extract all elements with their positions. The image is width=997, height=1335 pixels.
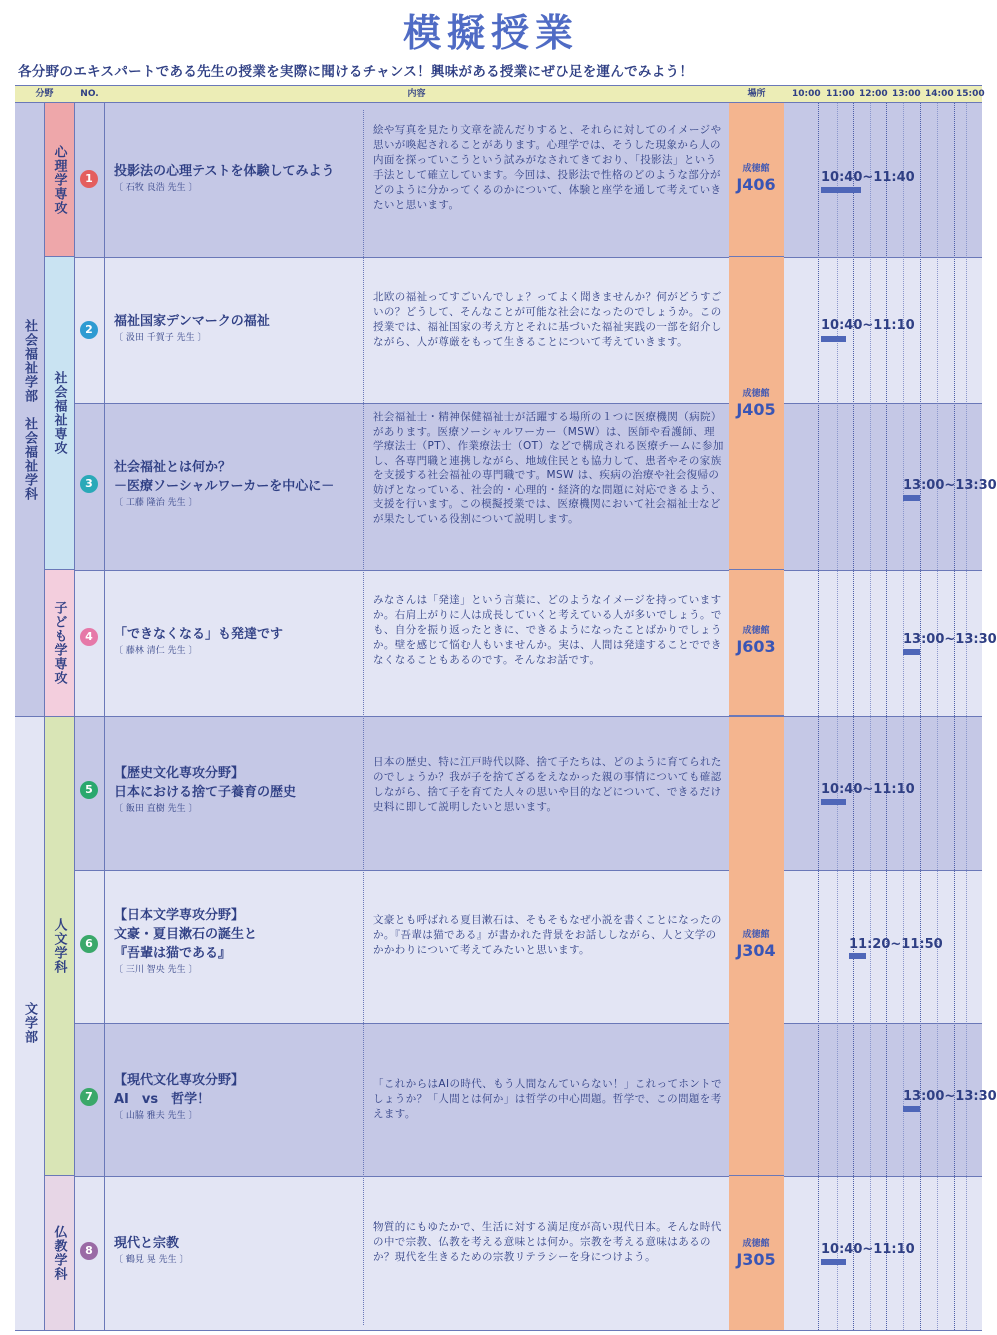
course-title: [114, 625, 283, 658]
venue-label: [728, 929, 784, 961]
course-title-line: 社会福祉とは何か？: [114, 460, 232, 475]
course-number-badge: 1: [80, 170, 98, 188]
course-title: [114, 764, 296, 816]
row-line: [74, 1023, 729, 1024]
row-line: [74, 1176, 729, 1177]
course-description: 社会福祉士・精神保健福祉士が活躍する場所の１つに医療機関（病院）があります。医療ソーシャルワーカー（MSW）は、医師や看護師、理学療法士（PT）、作業療法士（OT）などで構成される医療チームに参加し、各専門職と連携しながら、地域住民とも協力して、患者やその家族を支援する社会福祉の専門職です。MSW は、疾病の治療や社会復帰の妨げとなっている、社会的・心理的・経済的な問題に対応できるよう、支援を行います。この模擬授業では、医療機関において社会福祉士などが果たしている役割について説明します。: [373, 411, 724, 525]
row-line: [784, 870, 982, 871]
venue-building: 成徳館: [742, 930, 770, 940]
time-label: 11:00: [826, 89, 855, 99]
course-description: 絵や写真を見たり文章を読んだりすると、それらに対してのイメージや思いが喚起されることがあります。心理学では、そうした現象から人の内面を探っていこうという試みがなされてきており、「投影法」という手法として確立しています。今回は、投影法で性格のどのような部分がどのように分かってくるのかについて、体験と座学を通して考えていきたいと思います。: [373, 124, 722, 211]
course-teacher: 〔 汲田 千賀子 先生 〕: [114, 333, 207, 343]
time-label: 12:00: [859, 89, 888, 99]
course-description: 文豪とも呼ばれる夏目漱石は、そもそもなぜ小説を書くことになったのか。『吾輩は猫である』が書かれた背景をお話ししながら、人と文学のかかわりについて考えてみたいと思います。: [373, 914, 722, 956]
course-time: 13:00~13:30: [903, 632, 997, 647]
faculty-letters: 文学部: [15, 716, 44, 1330]
course-time: 13:00~13:30: [903, 478, 997, 493]
course-number-badge: 3: [80, 475, 98, 493]
venue-label: [728, 163, 784, 195]
course-title-line: －医療ソーシャルワーカーを中心に－: [114, 479, 335, 494]
course-time: 10:40~11:10: [821, 782, 915, 797]
row-line: [784, 403, 982, 404]
venue-label: [728, 625, 784, 657]
venue-building: 成徳館: [742, 389, 770, 399]
time-bar: [903, 1106, 920, 1112]
header-content: 内容: [104, 85, 729, 103]
course-time: 11:20~11:50: [849, 937, 943, 952]
header-venue: 場所: [729, 85, 784, 103]
course-number-badge: 8: [80, 1242, 98, 1260]
course-teacher: 〔 鶴見 晃 先生 〕: [114, 1255, 189, 1265]
major-social-welfare: 社会福祉専攻: [44, 257, 74, 570]
course-title-line: 文豪・夏目漱石の誕生と: [114, 927, 258, 942]
row-line: [784, 1023, 982, 1024]
time-label: 14:00: [925, 89, 954, 99]
venue-room: J405: [736, 400, 776, 419]
time-bar: [821, 1259, 846, 1265]
course-teacher: 〔 藤林 清仁 先生 〕: [114, 646, 198, 656]
row-line: [74, 257, 729, 258]
course-description: みなさんは「発達」という言葉に、どのようなイメージを持っていますか。右肩上がりに人は成長していくと考えている人が多いでしょう。でも、自分を振り返ったときに、できるようになったことばかりでしょうか。壁を感じて悩む人もいませんか。実は、人間は発達することでできなくなることもあるのです。そんなお話です。: [373, 594, 722, 666]
header-times: [784, 85, 985, 103]
row-line: [15, 716, 982, 717]
time-label: 10:00: [792, 89, 821, 99]
course-time: 10:40~11:10: [821, 1242, 915, 1257]
venue-room: J304: [736, 941, 776, 960]
time-bar: [903, 495, 920, 501]
row-line: [784, 1176, 982, 1177]
course-description: 北欧の福祉ってすごいんでしょ？ってよく聞きませんか？何がどうすごいの？どうして、そんなことが可能な社会になったのでしょうか。この授業では、福祉国家の考え方とそれに基づいた福祉実践の一部を紹介しながら、人が尊厳をもって生きることについて考えていきます。: [373, 291, 722, 348]
venue-room: J603: [736, 637, 776, 656]
course-title: [114, 458, 334, 510]
time-bar: [849, 953, 866, 959]
time-label: 13:00: [892, 89, 921, 99]
course-time: 10:40~11:10: [821, 318, 915, 333]
header-field: 分野: [15, 85, 74, 103]
course-number-badge: 4: [80, 628, 98, 646]
course-time: 10:40~11:40: [821, 170, 915, 185]
course-description: 「これからはAIの時代、もう人間なんていらない！」これってホントでしょうか？「人間とは何か」は哲学の中心問題。哲学で、この問題を考えます。: [373, 1078, 722, 1120]
course-teacher: 〔 山脇 雅夫 先生 〕: [114, 1111, 198, 1121]
time-bar: [821, 187, 861, 193]
course-title-line: 福祉国家デンマークの福祉: [114, 314, 270, 329]
course-title-line: 【現代文化専攻分野】: [114, 1073, 245, 1088]
major-psychology: 心理学専攻: [44, 103, 74, 257]
course-time: 13:00~13:30: [903, 1089, 997, 1104]
time-label: 15:00: [956, 89, 985, 99]
course-title: [114, 312, 270, 345]
course-title-line: 『吾輩は猫である』: [114, 946, 232, 961]
time-bar: [821, 799, 846, 805]
venue-label: [728, 1238, 784, 1270]
venue-label: [728, 388, 784, 420]
row-line: [784, 570, 982, 571]
row-line: [74, 870, 729, 871]
course-title-line: 【歴史文化専攻分野】: [114, 766, 245, 781]
course-number-badge: 7: [80, 1088, 98, 1106]
venue-building: 成徳館: [742, 1239, 770, 1249]
major-kids: 子ども学専攻: [44, 570, 74, 716]
faculty-welfare: 社会福祉学部 社会福祉学科: [15, 103, 44, 716]
time-bar: [821, 336, 846, 342]
course-number-badge: 6: [80, 935, 98, 953]
course-description: 日本の歴史、特に江戸時代以降、捨て子たちは、どのように育てられたのでしょうか？我が子を捨てざるをえなかった親の事情についても確認しながら、捨て子を育てた人々の思いや目的などについて、できるだけ史料に即して説明したいと思います。: [373, 756, 722, 813]
course-title-line: 【日本文学専攻分野】: [114, 908, 245, 923]
course-teacher: 〔 石牧 良浩 先生 〕: [114, 183, 198, 193]
course-title-line: 「できなくなる」も発達です: [114, 627, 284, 642]
time-bar: [903, 649, 920, 655]
course-title-line: 日本における捨て子養育の歴史: [114, 785, 297, 800]
content-divider: [363, 110, 364, 1325]
course-title: [114, 906, 257, 977]
venue-building: 成徳館: [742, 164, 770, 174]
row-line: [15, 1330, 982, 1331]
course-description: 物質的にもゆたかで、生活に対する満足度が高い現代日本。そんな時代の中で宗教、仏教を考える意味とは何か。宗教を考える意味はあるのか？現代を生きるための宗教リテラシーを身につけよう。: [373, 1221, 722, 1263]
venue-room: J305: [736, 1250, 776, 1269]
venue-building: 成徳館: [742, 626, 770, 636]
major-buddhism: 仏教学科: [44, 1176, 74, 1330]
row-line: [74, 570, 729, 571]
row-line: [784, 257, 982, 258]
course-number-badge: 5: [80, 781, 98, 799]
page-title: 模擬授業: [402, 11, 579, 55]
course-number-badge: 2: [80, 321, 98, 339]
course-teacher: 〔 飯田 直樹 先生 〕: [114, 804, 198, 814]
course-teacher: 〔 三川 智央 先生 〕: [114, 965, 198, 975]
course-title: [114, 162, 334, 195]
venue-room: J406: [736, 175, 776, 194]
course-title-line: AI vs 哲学！: [114, 1092, 211, 1107]
course-title-line: 現代と宗教: [114, 1236, 180, 1251]
course-title: [114, 1071, 244, 1123]
header-no: NO.: [74, 85, 105, 103]
course-teacher: 〔 工藤 隆治 先生 〕: [114, 498, 198, 508]
course-title: [114, 1234, 188, 1267]
course-title-line: 投影法の心理テストを体験してみよう: [114, 164, 335, 179]
page-subtitle: 各分野のエキスパートである先生の授業を実際に聞けるチャンス！興味がある授業にぜひ足を運んでみよう！: [18, 64, 694, 80]
major-humanities: 人文学科: [44, 716, 74, 1176]
row-line: [74, 403, 729, 404]
